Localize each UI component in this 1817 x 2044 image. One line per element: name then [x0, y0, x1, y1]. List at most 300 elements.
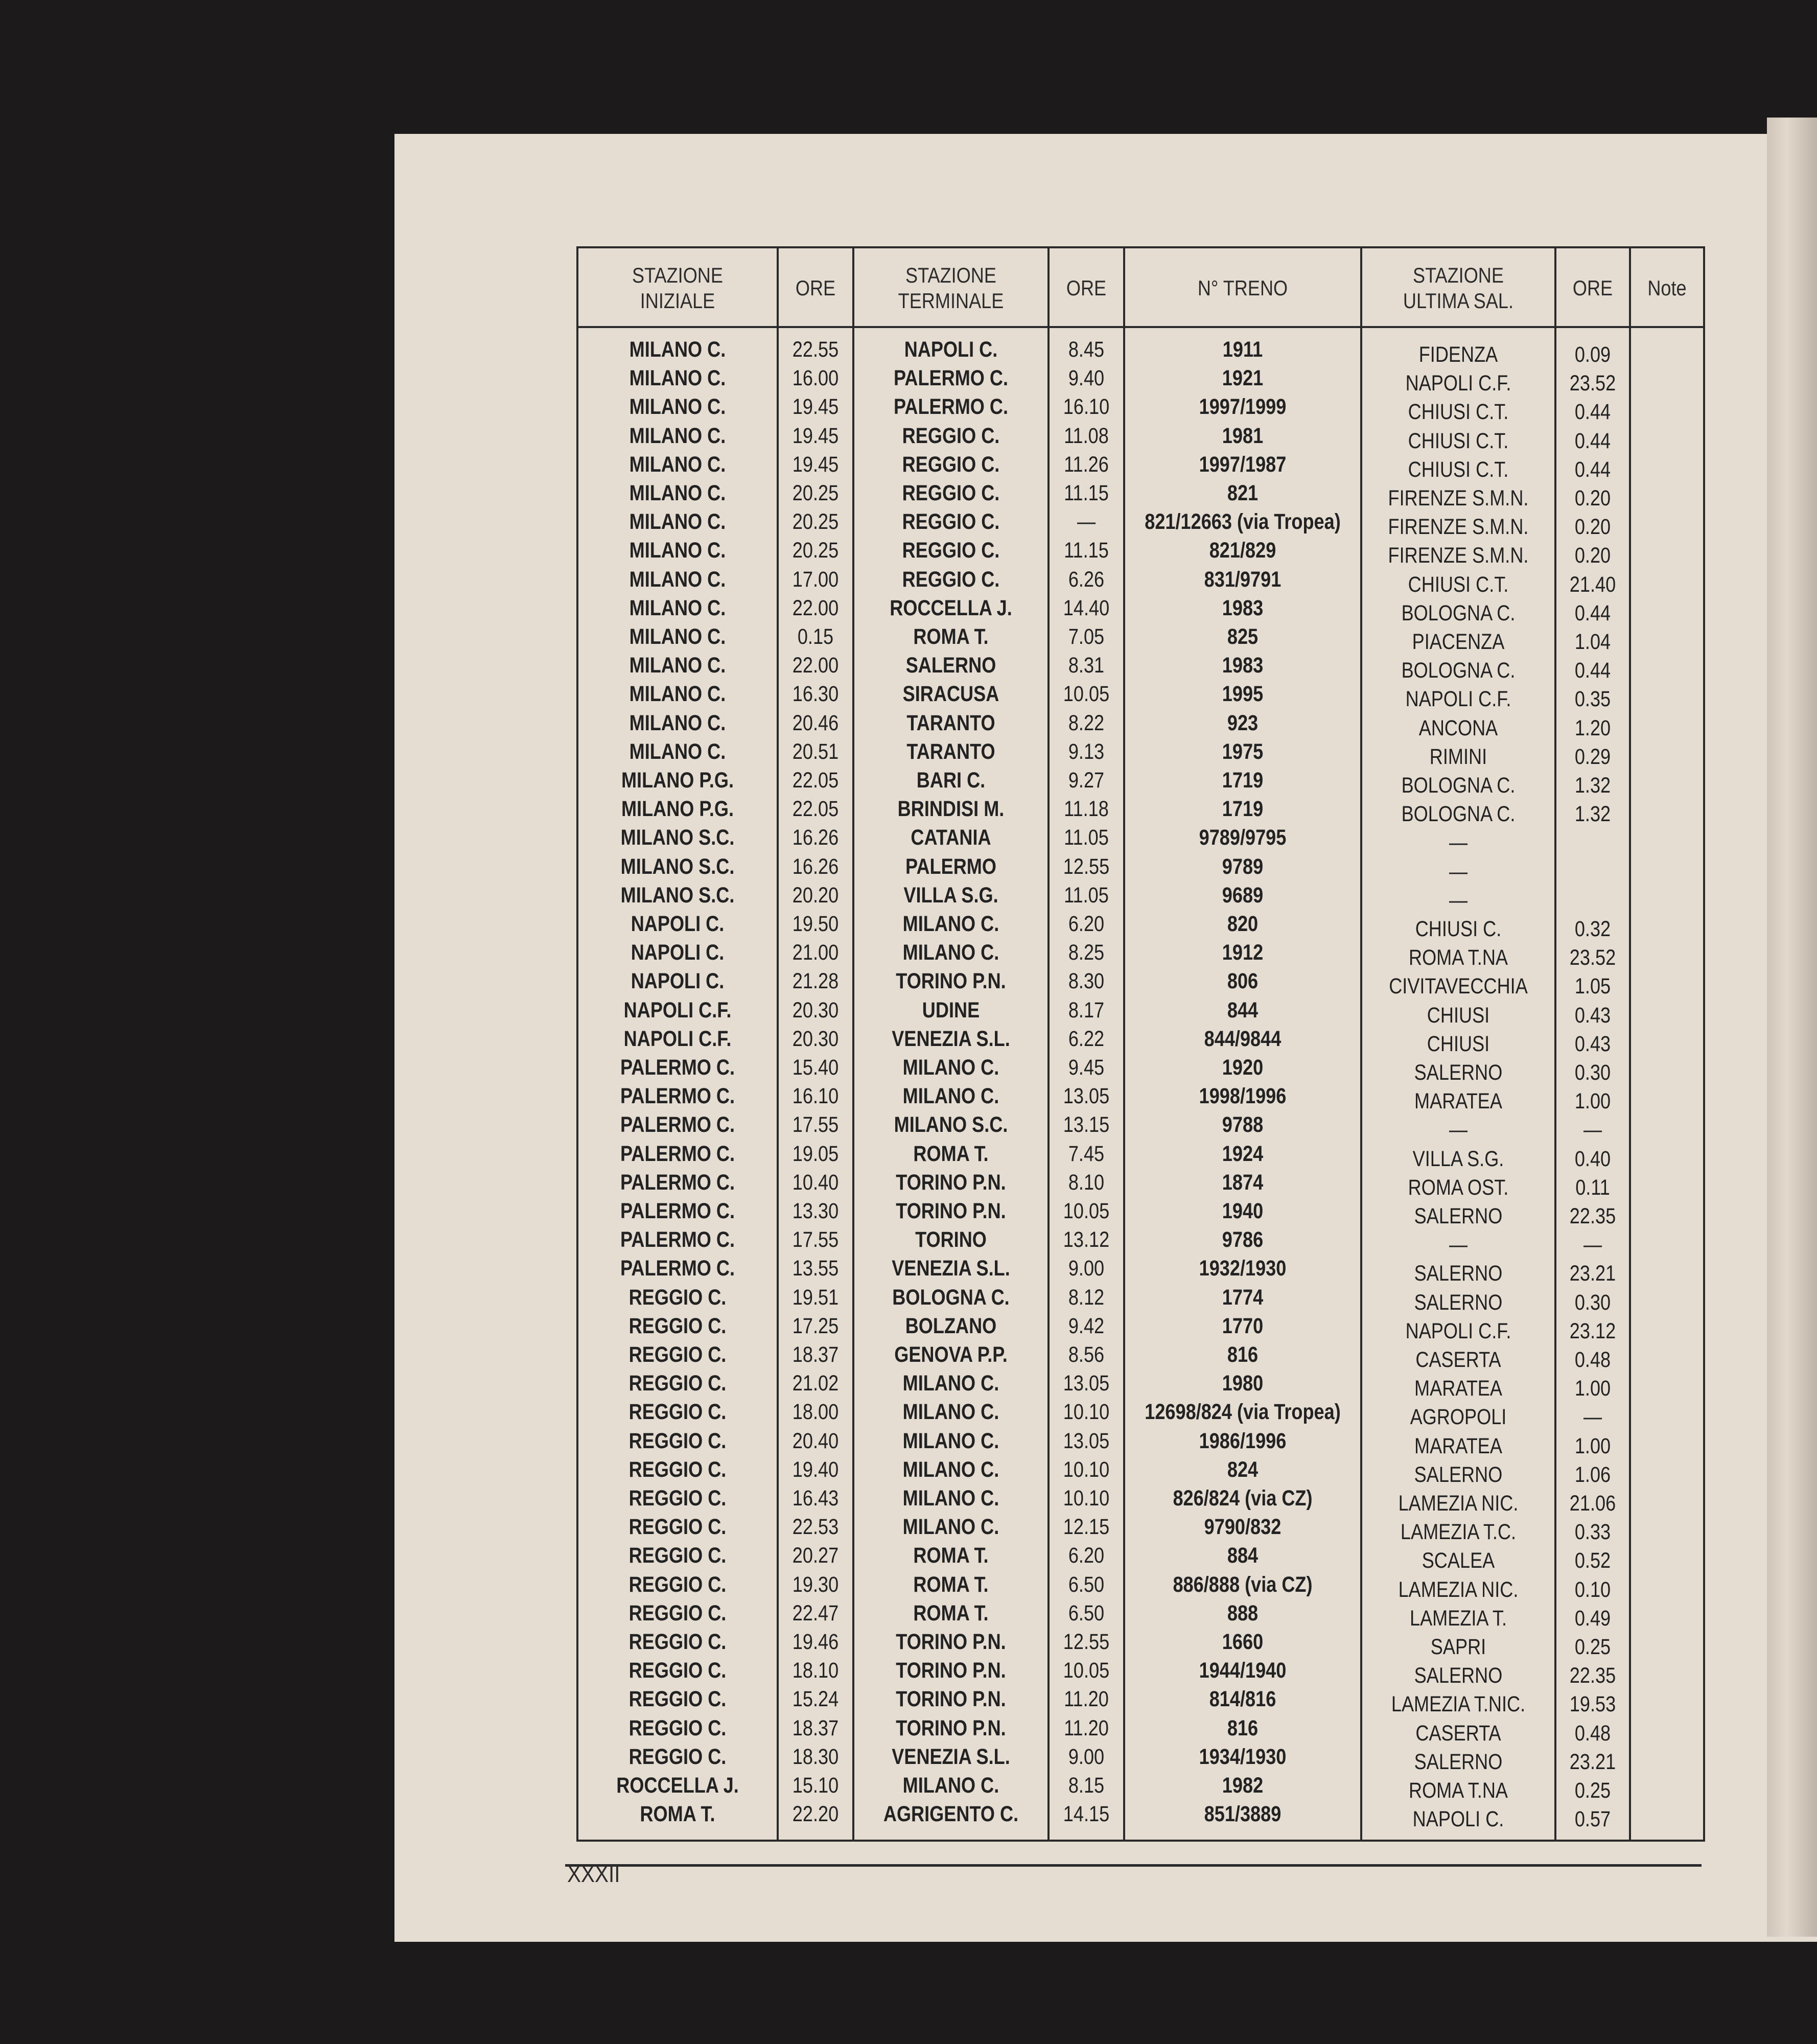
stazione-iniziale-cell: NAPOLI C.F. [623, 997, 732, 1023]
stazione-iniziale-cell: REGGIO C. [628, 1715, 727, 1740]
ore-partenza-cell: 13.30 [792, 1199, 839, 1223]
numero-treno-cell: 1983 [1222, 653, 1264, 678]
numero-treno-cell: 1986/1996 [1199, 1428, 1287, 1453]
table-row [578, 967, 1703, 999]
stazione-terminale-cell: CATANIA [911, 825, 991, 850]
ore-ultima-cell: 0.25 [1574, 1778, 1611, 1803]
ore-ultima-cell: 1.00 [1574, 1376, 1611, 1401]
ore-partenza-cell: 19.50 [792, 912, 839, 936]
stazione-terminale-cell: TORINO [915, 1227, 987, 1252]
stazione-terminale-cell: MILANO C. [902, 1055, 999, 1080]
numero-treno-cell: 831/9791 [1204, 567, 1282, 592]
ore-arrivo-cell: 7.05 [1068, 624, 1105, 649]
stazione-terminale-cell: TORINO P.N. [896, 969, 1006, 994]
ore-arrivo-cell: 11.15 [1064, 538, 1109, 563]
ore-arrivo-cell: 8.30 [1068, 969, 1105, 994]
stazione-iniziale-cell: MILANO C. [629, 366, 726, 391]
ore-ultima-cell: 0.44 [1574, 400, 1611, 425]
stazione-ultima-cell: SALERNO [1414, 1204, 1503, 1228]
stazione-iniziale-cell: REGGIO C. [628, 1400, 727, 1425]
ore-arrivo-cell: 8.22 [1068, 710, 1105, 735]
stazione-terminale-cell: MILANO S.C. [894, 1112, 1008, 1137]
stazione-terminale-cell: PALERMO C. [893, 394, 1009, 420]
stazione-ultima-cell: SALERNO [1414, 1462, 1503, 1487]
stazione-terminale-cell: REGGIO C. [902, 509, 1000, 535]
stazione-ultima-cell: LAMEZIA T.NIC. [1391, 1692, 1526, 1717]
stazione-terminale-cell: MILANO C. [902, 1773, 999, 1798]
numero-treno-cell: 9689 [1222, 882, 1264, 908]
stazione-ultima-cell: NAPOLI C.F. [1405, 1318, 1511, 1343]
table-row [578, 910, 1703, 941]
stazione-terminale-cell: MILANO C. [902, 1371, 999, 1396]
stazione-ultima-cell: NAPOLI C.F. [1405, 371, 1511, 396]
table-row [578, 1656, 1703, 1688]
stazione-terminale-cell: REGGIO C. [902, 567, 1000, 592]
ore-partenza-cell: 22.00 [792, 653, 839, 678]
numero-treno-cell: 9790/832 [1204, 1515, 1282, 1540]
ore-arrivo-cell: 7.45 [1068, 1141, 1105, 1166]
table-row [578, 450, 1703, 482]
stazione-terminale-cell: MILANO C. [902, 1486, 999, 1511]
ore-partenza-cell: 17.55 [792, 1112, 839, 1137]
ore-ultima-cell: 1.32 [1574, 773, 1611, 798]
ore-partenza-cell: 16.26 [792, 825, 839, 850]
stazione-terminale-cell: ROMA T. [913, 624, 989, 649]
ore-ultima-cell: 21.40 [1569, 572, 1616, 597]
ore-arrivo-cell: 13.15 [1063, 1112, 1110, 1137]
ore-partenza-cell: 20.46 [792, 710, 839, 735]
stazione-terminale-cell: MILANO C. [902, 912, 999, 936]
header-note: Note [1647, 275, 1687, 300]
table-row [578, 335, 1703, 367]
stazione-ultima-cell: LAMEZIA NIC. [1398, 1491, 1519, 1516]
ore-ultima-cell: 0.52 [1574, 1548, 1611, 1573]
numero-treno-cell: 844/9844 [1204, 1026, 1282, 1051]
stazione-ultima-cell: VILLA S.G. [1412, 1146, 1504, 1171]
numero-treno-cell: 9789/9795 [1199, 825, 1287, 850]
stazione-iniziale-cell: MILANO S.C. [620, 854, 735, 879]
stazione-ultima-cell: BOLOGNA C. [1401, 773, 1516, 798]
numero-treno-cell: 12698/824 (via Tropea) [1145, 1400, 1341, 1425]
table-row [578, 1168, 1703, 1200]
stazione-ultima-cell: SCALEA [1422, 1548, 1495, 1573]
ore-ultima-cell: 0.30 [1574, 1290, 1611, 1315]
stazione-iniziale-cell: MILANO C. [629, 481, 726, 505]
ore-arrivo-cell: 8.17 [1068, 997, 1105, 1023]
table-row [578, 1427, 1703, 1458]
ore-partenza-cell: 21.28 [792, 969, 839, 994]
stazione-terminale-cell: MILANO C. [902, 1084, 999, 1109]
ore-arrivo-cell: 13.05 [1063, 1428, 1110, 1453]
ore-ultima-cell: 0.29 [1574, 744, 1611, 769]
numero-treno-cell: 1874 [1222, 1170, 1264, 1195]
stazione-iniziale-cell: NAPOLI C.F. [623, 1026, 732, 1051]
stazione-iniziale-cell: MILANO C. [629, 624, 726, 649]
train-timetable [576, 246, 1705, 1842]
numero-treno-cell: 1982 [1222, 1773, 1264, 1798]
numero-treno-cell: 9788 [1222, 1112, 1264, 1137]
ore-partenza-cell: 18.37 [792, 1342, 839, 1367]
numero-treno-cell: 1975 [1222, 739, 1264, 764]
ore-partenza-cell: 0.15 [797, 624, 834, 649]
numero-treno-cell: 884 [1227, 1543, 1259, 1568]
ore-partenza-cell: 19.30 [792, 1572, 839, 1597]
table-row [578, 1685, 1703, 1717]
ore-arrivo-cell: 6.20 [1068, 912, 1105, 936]
stazione-ultima-cell: — [1449, 1118, 1468, 1143]
ore-arrivo-cell: 13.12 [1063, 1227, 1110, 1252]
table-row [578, 1082, 1703, 1114]
ore-arrivo-cell: 11.05 [1064, 825, 1109, 850]
stazione-iniziale-cell: MILANO C. [629, 739, 726, 764]
stazione-iniziale-cell: REGGIO C. [628, 1630, 727, 1654]
stazione-ultima-cell: CASERTA [1415, 1721, 1501, 1746]
stazione-iniziale-cell: REGGIO C. [628, 1515, 727, 1540]
stazione-ultima-cell: ROMA T.NA [1408, 945, 1508, 970]
stazione-iniziale-cell: MILANO C. [629, 682, 726, 707]
ore-ultima-cell: 0.25 [1574, 1635, 1611, 1659]
numero-treno-cell: 825 [1227, 624, 1259, 649]
numero-treno-cell: 1995 [1222, 682, 1264, 707]
numero-treno-cell: 1980 [1222, 1371, 1264, 1396]
ore-ultima-cell: 0.40 [1574, 1146, 1611, 1171]
numero-treno-cell: 821 [1227, 481, 1259, 505]
table-row [578, 392, 1703, 425]
ore-partenza-cell: 22.55 [792, 337, 839, 362]
table-row [578, 1771, 1703, 1803]
stazione-terminale-cell: SIRACUSA [902, 682, 999, 707]
table-row [578, 1197, 1703, 1228]
table-row [578, 1312, 1703, 1343]
ore-partenza-cell: 21.02 [792, 1371, 839, 1396]
ore-arrivo-cell: 11.15 [1064, 481, 1109, 505]
ore-arrivo-cell: 10.10 [1063, 1486, 1110, 1511]
stazione-ultima-cell: LAMEZIA T.C. [1400, 1520, 1517, 1545]
ore-arrivo-cell: 13.05 [1063, 1371, 1110, 1396]
stazione-ultima-cell: LAMEZIA NIC. [1398, 1577, 1519, 1602]
ore-ultima-cell: 1.32 [1574, 802, 1611, 827]
numero-treno-cell: 9789 [1222, 854, 1264, 879]
ore-arrivo-cell: 12.15 [1063, 1515, 1110, 1540]
ore-ultima-cell: 0.48 [1574, 1348, 1611, 1372]
ore-ultima-cell: 22.35 [1569, 1204, 1616, 1228]
table-row [578, 680, 1703, 712]
numero-treno-cell: 1774 [1222, 1285, 1264, 1310]
ore-arrivo-cell: 8.25 [1068, 940, 1105, 965]
ore-partenza-cell: 19.46 [792, 1630, 839, 1654]
numero-treno-cell: 9786 [1222, 1227, 1264, 1252]
stazione-ultima-cell: PIACENZA [1412, 630, 1505, 654]
ore-partenza-cell: 17.55 [792, 1227, 839, 1252]
ore-arrivo-cell: 9.13 [1068, 739, 1105, 764]
table-row [578, 536, 1703, 568]
ore-partenza-cell: 18.10 [792, 1658, 839, 1683]
numero-treno-cell: 1981 [1222, 423, 1264, 448]
ore-partenza-cell: 18.37 [792, 1715, 839, 1740]
table-row [578, 1484, 1703, 1516]
ore-ultima-cell: 1.20 [1574, 715, 1611, 740]
stazione-iniziale-cell: PALERMO C. [620, 1170, 735, 1195]
table-row [578, 507, 1703, 540]
stazione-ultima-cell: SAPRI [1430, 1635, 1486, 1659]
stazione-terminale-cell: PALERMO C. [893, 366, 1009, 391]
stazione-terminale-cell: REGGIO C. [902, 452, 1000, 477]
numero-treno-cell: 816 [1227, 1342, 1259, 1367]
ore-ultima-cell: 0.30 [1574, 1060, 1611, 1085]
ore-ultima-cell: 0.44 [1574, 428, 1611, 453]
stazione-ultima-cell: BOLOGNA C. [1401, 802, 1516, 827]
ore-arrivo-cell: 8.31 [1068, 653, 1105, 678]
ore-partenza-cell: 20.25 [792, 509, 839, 535]
ore-partenza-cell: 18.30 [792, 1744, 839, 1769]
stazione-ultima-cell: NAPOLI C. [1412, 1807, 1504, 1832]
ore-ultima-cell: 0.43 [1574, 1003, 1611, 1028]
ore-partenza-cell: 20.27 [792, 1543, 839, 1568]
ore-arrivo-cell: 12.55 [1063, 854, 1110, 879]
stazione-iniziale-cell: NAPOLI C. [631, 912, 725, 936]
stazione-terminale-cell: ROMA T. [913, 1141, 989, 1166]
numero-treno-cell: 1934/1930 [1199, 1744, 1287, 1769]
table-row [578, 651, 1703, 683]
table-row [578, 1140, 1703, 1171]
stazione-ultima-cell: MARATEA [1414, 1089, 1502, 1114]
stazione-ultima-cell: CHIUSI C.T. [1408, 400, 1509, 425]
numero-treno-cell: 816 [1227, 1715, 1259, 1740]
numero-treno-cell: 1932/1930 [1199, 1256, 1287, 1281]
stazione-terminale-cell: REGGIO C. [902, 423, 1000, 448]
ore-arrivo-cell: 8.56 [1068, 1342, 1105, 1367]
ore-ultima-cell: 1.00 [1574, 1089, 1611, 1114]
stazione-iniziale-cell: MILANO C. [629, 423, 726, 448]
numero-treno-cell: 824 [1227, 1457, 1259, 1482]
stazione-terminale-cell: TORINO P.N. [896, 1715, 1006, 1740]
stazione-iniziale-cell: MILANO S.C. [620, 882, 735, 908]
table-row [578, 364, 1703, 396]
page-stack-edge [1767, 118, 1817, 1937]
numero-treno-cell: 1983 [1222, 595, 1264, 620]
ore-ultima-cell: 0.32 [1574, 917, 1611, 941]
stazione-iniziale-cell: MILANO C. [629, 653, 726, 678]
stazione-terminale-cell: TARANTO [906, 710, 995, 735]
ore-partenza-cell: 19.45 [792, 452, 839, 477]
ore-arrivo-cell: 6.22 [1068, 1026, 1105, 1051]
ore-partenza-cell: 20.30 [792, 997, 839, 1023]
header-ore-ultima: ORE [1572, 275, 1613, 300]
table-row [578, 565, 1703, 597]
ore-partenza-cell: 19.45 [792, 394, 839, 420]
ore-partenza-cell: 22.20 [792, 1802, 839, 1827]
stazione-ultima-cell: CHIUSI C. [1415, 917, 1502, 941]
stazione-ultima-cell: MARATEA [1414, 1376, 1502, 1401]
ore-partenza-cell: 16.26 [792, 854, 839, 879]
ore-arrivo-cell: 10.05 [1063, 1658, 1110, 1683]
stazione-iniziale-cell: ROMA T. [640, 1802, 715, 1827]
ore-partenza-cell: 22.47 [792, 1600, 839, 1625]
stazione-iniziale-cell: REGGIO C. [628, 1457, 727, 1482]
table-row [578, 1398, 1703, 1430]
ore-partenza-cell: 20.30 [792, 1026, 839, 1051]
stazione-iniziale-cell: PALERMO C. [620, 1227, 735, 1252]
ore-ultima-cell: 0.35 [1574, 687, 1611, 712]
stazione-ultima-cell: CASERTA [1415, 1348, 1501, 1372]
ore-arrivo-cell: 11.26 [1064, 452, 1109, 477]
ore-arrivo-cell: 8.15 [1068, 1773, 1105, 1798]
stazione-ultima-cell: SALERNO [1414, 1060, 1503, 1085]
ore-partenza-cell: 19.40 [792, 1457, 839, 1482]
ore-partenza-cell: 20.25 [792, 538, 839, 563]
ore-partenza-cell: 21.00 [792, 940, 839, 965]
numero-treno-cell: 886/888 (via CZ) [1173, 1572, 1313, 1597]
stazione-terminale-cell: NAPOLI C. [904, 337, 998, 362]
ore-arrivo-cell: 6.50 [1068, 1572, 1105, 1597]
stazione-terminale-cell: ROMA T. [913, 1600, 989, 1625]
stazione-ultima-cell: NAPOLI C.F. [1405, 687, 1511, 712]
stazione-terminale-cell: MILANO C. [902, 1457, 999, 1482]
numero-treno-cell: 1997/1999 [1199, 394, 1287, 420]
numero-treno-cell: 1998/1996 [1199, 1084, 1287, 1109]
ore-partenza-cell: 22.05 [792, 797, 839, 822]
ore-partenza-cell: 22.05 [792, 768, 839, 793]
stazione-iniziale-cell: PALERMO C. [620, 1055, 735, 1080]
ore-ultima-cell: 0.57 [1574, 1807, 1611, 1832]
page-number: XXXII [567, 1861, 620, 1887]
ore-ultima-cell: 1.00 [1574, 1433, 1611, 1458]
ore-ultima-cell: 0.09 [1574, 342, 1611, 367]
numero-treno-cell: 1920 [1222, 1055, 1264, 1080]
ore-arrivo-cell: 16.10 [1063, 394, 1110, 420]
ore-arrivo-cell: 11.20 [1064, 1715, 1109, 1740]
ore-partenza-cell: 16.30 [792, 682, 839, 707]
stazione-terminale-cell: BOLOGNA C. [892, 1285, 1010, 1310]
table-row [578, 1714, 1703, 1746]
numero-treno-cell: 1921 [1222, 366, 1264, 391]
numero-treno-cell: 1924 [1222, 1141, 1264, 1166]
stazione-ultima-cell: SALERNO [1414, 1290, 1503, 1315]
stazione-terminale-cell: ROMA T. [913, 1572, 989, 1597]
stazione-iniziale-cell: MILANO C. [629, 595, 726, 620]
stazione-terminale-cell: REGGIO C. [902, 481, 1000, 505]
ore-ultima-cell: 19.53 [1569, 1692, 1616, 1717]
stazione-iniziale-cell: MILANO P.G. [621, 768, 734, 793]
stazione-terminale-cell: MILANO C. [902, 940, 999, 965]
ore-ultima-cell: — [1583, 1233, 1602, 1258]
numero-treno-cell: 821/12663 (via Tropea) [1145, 509, 1341, 535]
stazione-iniziale-cell: MILANO P.G. [621, 797, 734, 822]
ore-partenza-cell: 19.45 [792, 423, 839, 448]
stazione-iniziale-cell: REGGIO C. [628, 1572, 727, 1597]
ore-partenza-cell: 15.24 [792, 1687, 839, 1712]
numero-treno-cell: 826/824 (via CZ) [1173, 1486, 1313, 1511]
stazione-ultima-cell: FIRENZE S.M.N. [1388, 515, 1529, 540]
stazione-terminale-cell: MILANO C. [902, 1428, 999, 1453]
table-row [578, 1628, 1703, 1659]
ore-ultima-cell: 1.05 [1574, 974, 1611, 999]
table-row [578, 1340, 1703, 1372]
ore-partenza-cell: 20.25 [792, 481, 839, 505]
header-staz-iniziale: STAZIONE INIZIALE [632, 263, 723, 313]
stazione-iniziale-cell: REGGIO C. [628, 1600, 727, 1625]
table-row [578, 709, 1703, 740]
table-row [578, 594, 1703, 625]
ore-arrivo-cell: 11.18 [1064, 797, 1109, 822]
ore-ultima-cell: 0.10 [1574, 1577, 1611, 1602]
ore-ultima-cell: 0.48 [1574, 1721, 1611, 1746]
ore-ultima-cell: 23.52 [1569, 945, 1616, 970]
stazione-iniziale-cell: MILANO C. [629, 567, 726, 592]
ore-arrivo-cell: 6.50 [1068, 1600, 1105, 1625]
stazione-terminale-cell: BOLZANO [905, 1313, 997, 1338]
ore-arrivo-cell: — [1077, 509, 1096, 535]
ore-arrivo-cell: 9.42 [1068, 1313, 1105, 1338]
stazione-iniziale-cell: MILANO C. [629, 509, 726, 535]
stazione-terminale-cell: BARI C. [916, 768, 986, 793]
stazione-terminale-cell: TORINO P.N. [896, 1630, 1006, 1654]
ore-partenza-cell: 20.40 [792, 1428, 839, 1453]
ore-partenza-cell: 13.55 [792, 1256, 839, 1281]
ore-partenza-cell: 16.43 [792, 1486, 839, 1511]
ore-arrivo-cell: 11.05 [1064, 882, 1109, 908]
ore-partenza-cell: 15.40 [792, 1055, 839, 1080]
stazione-iniziale-cell: PALERMO C. [620, 1141, 735, 1166]
stazione-iniziale-cell: NAPOLI C. [631, 940, 725, 965]
ore-partenza-cell: 20.20 [792, 882, 839, 908]
stazione-terminale-cell: VILLA S.G. [903, 882, 998, 908]
stazione-ultima-cell: RIMINI [1429, 744, 1487, 769]
table-row [578, 996, 1703, 1028]
ore-ultima-cell: 23.12 [1569, 1318, 1616, 1343]
table-row [578, 622, 1703, 654]
ore-ultima-cell: 1.06 [1574, 1462, 1611, 1487]
stazione-iniziale-cell: NAPOLI C. [631, 969, 725, 994]
ore-arrivo-cell: 9.00 [1068, 1256, 1105, 1281]
ore-arrivo-cell: 9.40 [1068, 366, 1105, 391]
header-ore-arrivo: ORE [1066, 275, 1107, 300]
header-numero-treno: N° TRENO [1197, 275, 1288, 300]
stazione-iniziale-cell: REGGIO C. [628, 1371, 727, 1396]
stazione-ultima-cell: BOLOGNA C. [1401, 600, 1516, 625]
ore-ultima-cell: — [1583, 1405, 1602, 1430]
table-row [578, 1369, 1703, 1401]
stazione-iniziale-cell: PALERMO C. [620, 1256, 735, 1281]
table-row [578, 852, 1703, 884]
table-row [578, 479, 1703, 510]
ore-arrivo-cell: 12.55 [1063, 1630, 1110, 1654]
ore-partenza-cell: 16.00 [792, 366, 839, 391]
table-row [578, 795, 1703, 827]
stazione-ultima-cell: CHIUSI [1427, 1003, 1490, 1028]
table-row [578, 1053, 1703, 1085]
stazione-iniziale-cell: MILANO C. [629, 394, 726, 420]
ore-ultima-cell: 0.44 [1574, 457, 1611, 482]
table-row [578, 1254, 1703, 1286]
ore-ultima-cell: 22.35 [1569, 1663, 1616, 1688]
stazione-ultima-cell: SALERNO [1414, 1261, 1503, 1286]
ore-partenza-cell: 17.25 [792, 1313, 839, 1338]
ore-partenza-cell: 18.00 [792, 1400, 839, 1425]
stazione-iniziale-cell: REGGIO C. [628, 1428, 727, 1453]
ore-partenza-cell: 16.10 [792, 1084, 839, 1109]
stazione-terminale-cell: GENOVA P.P. [894, 1342, 1008, 1367]
numero-treno-cell: 806 [1227, 969, 1259, 994]
stazione-iniziale-cell: REGGIO C. [628, 1342, 727, 1367]
stazione-iniziale-cell: MILANO C. [629, 337, 726, 362]
stazione-iniziale-cell: REGGIO C. [628, 1744, 727, 1769]
stazione-terminale-cell: TORINO P.N. [896, 1687, 1006, 1712]
ore-arrivo-cell: 6.26 [1068, 567, 1105, 592]
stazione-iniziale-cell: MILANO C. [629, 452, 726, 477]
header-ore-partenza: ORE [795, 275, 836, 300]
stazione-ultima-cell: FIDENZA [1418, 342, 1498, 367]
